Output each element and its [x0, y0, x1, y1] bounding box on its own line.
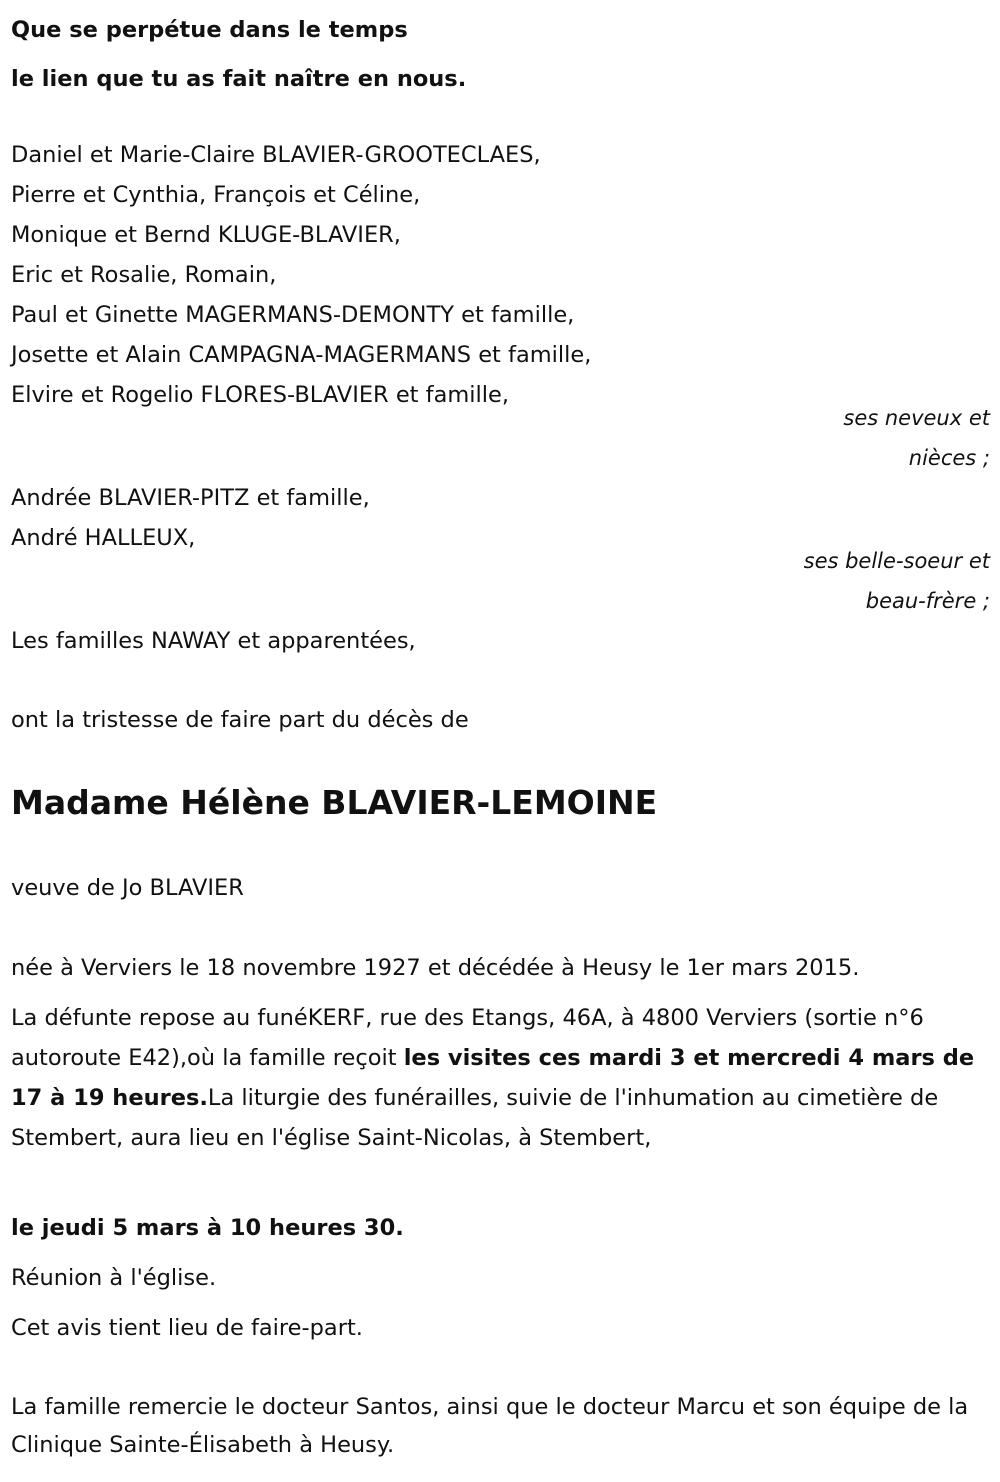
family-group-3: Les familles NAWAY et apparentées, [11, 628, 416, 654]
family-line: Andrée BLAVIER-PITZ et famille, [11, 485, 370, 511]
family-line: Elvire et Rogelio FLORES-BLAVIER et famille, [11, 382, 510, 408]
notice: Cet avis tient lieu de faire-part. [11, 1315, 363, 1341]
relation-line: beau-frère ; [865, 589, 990, 613]
details-text: La défunte repose au funéKERF, rue des Etangs, 46A, à 4800 Verviers (sortie n°6 autoroute E42),où la famille reçoit [11, 1005, 924, 1071]
relation-line: ses neveux et [843, 406, 990, 430]
details-text: La liturgie des funérailles, suivie de l'inhumation au cimetière de Stembert, aura lieu en l'église Saint-Nicolas, à Stembert, [11, 1085, 939, 1151]
relation-line: nièces ; [908, 446, 990, 470]
relation-2 [11, 541, 990, 621]
family-group-1 [11, 135, 990, 415]
relation-1 [11, 398, 990, 478]
family-line: Paul et Ginette MAGERMANS-DEMONTY et famille, [11, 302, 575, 328]
family-line: Monique et Bernd KLUGE-BLAVIER, [11, 222, 401, 248]
family-line: Daniel et Marie-Claire BLAVIER-GROOTECLAES, [11, 142, 541, 168]
deceased-name: Madame Hélène BLAVIER-LEMOINE [11, 783, 658, 822]
announcement: ont la tristesse de faire part du décès de [11, 707, 469, 733]
ceremony-time: le jeudi 5 mars à 10 heures 30. [11, 1215, 404, 1241]
motto-line: Que se perpétue dans le temps [11, 17, 408, 43]
widow-of: veuve de Jo BLAVIER [11, 875, 244, 901]
family-line: Josette et Alain CAMPAGNA-MAGERMANS et famille, [11, 342, 592, 368]
family-line: Eric et Rosalie, Romain, [11, 262, 277, 288]
visits-info: les visites ces mardi 3 et mercredi 4 mars de 17 à 19 heures. [11, 1045, 975, 1111]
thanks: La famille remercie le docteur Santos, ainsi que le docteur Marcu et son équipe de la Clinique Sainte-Élisabeth à Heusy. [11, 1394, 969, 1458]
meeting: Réunion à l'église. [11, 1265, 217, 1291]
family-line: Pierre et Cynthia, François et Céline, [11, 182, 421, 208]
motto-line: le lien que tu as fait naître en nous. [11, 66, 467, 92]
relation-line: ses belle-soeur et [803, 549, 990, 573]
birth-death: née à Verviers le 18 novembre 1927 et décédée à Heusy le 1er mars 2015. [11, 955, 860, 981]
motto [11, 6, 990, 104]
family-line: André HALLEUX, [11, 525, 196, 551]
funeral-details [11, 998, 990, 1158]
